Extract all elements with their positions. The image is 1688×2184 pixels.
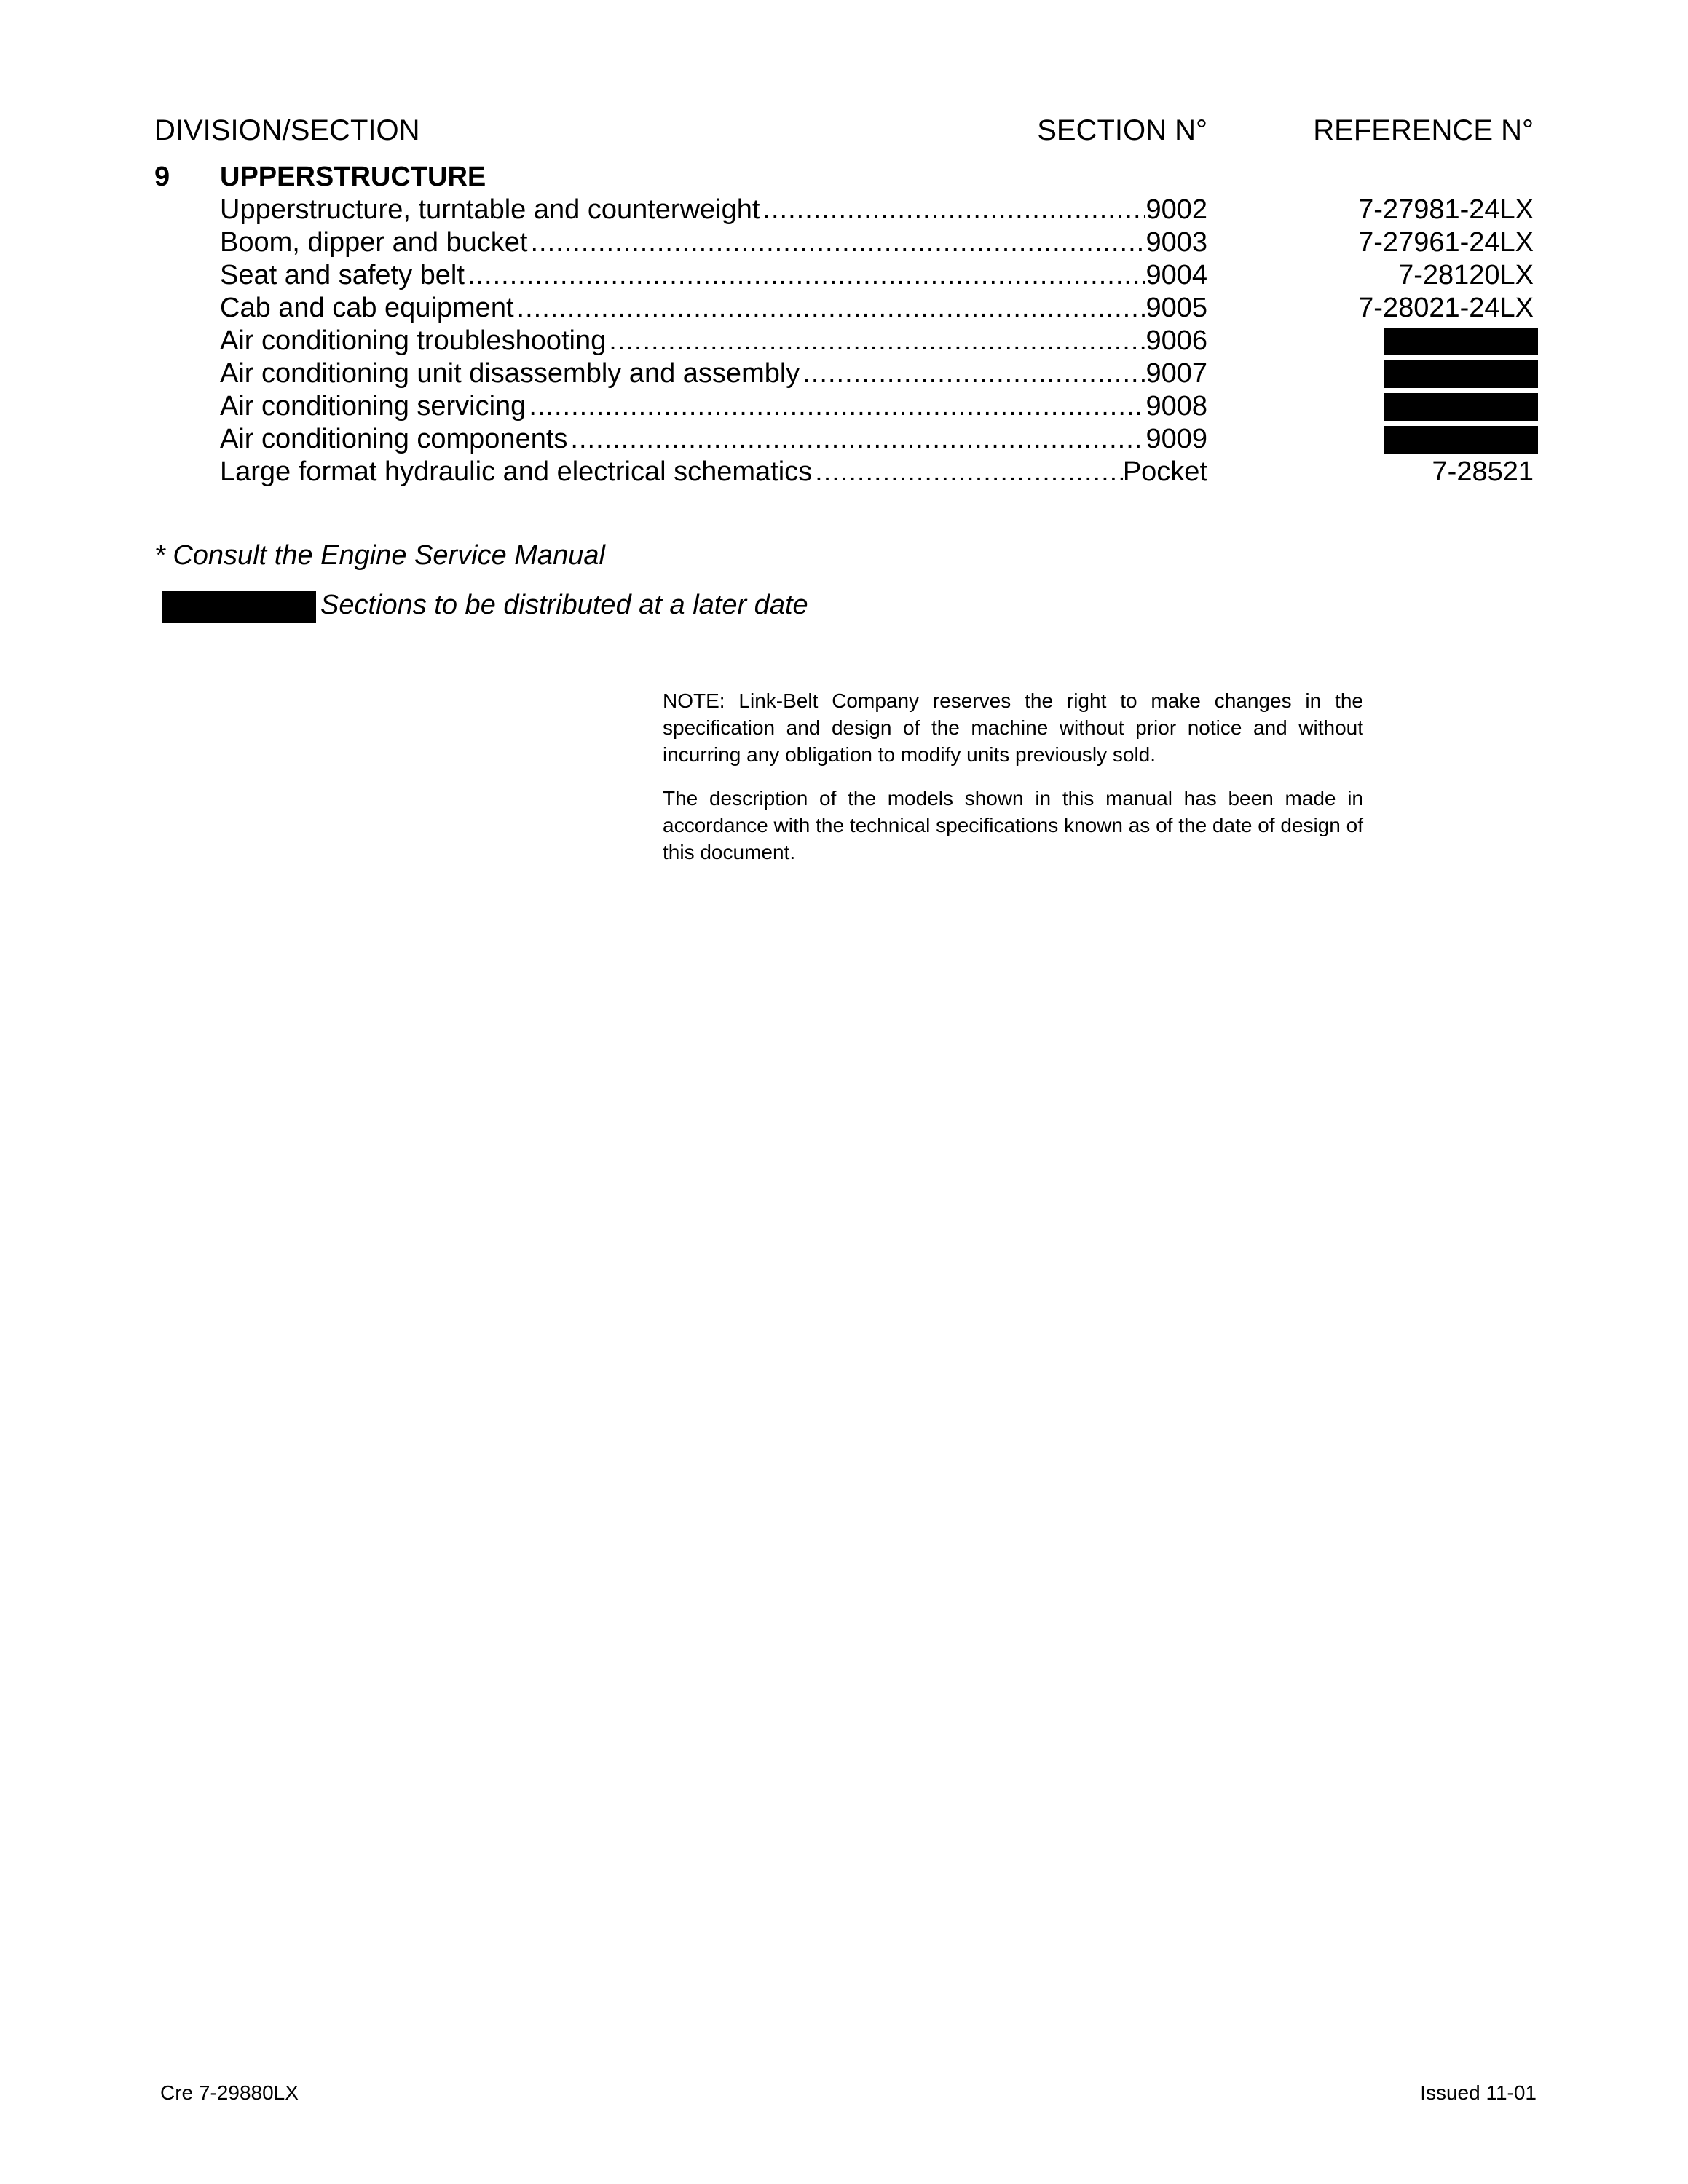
reference-number: 7-27961-24LX bbox=[1358, 227, 1534, 258]
division-number: 9 bbox=[154, 162, 170, 192]
section-number: 9008 bbox=[1145, 391, 1207, 422]
toc-entry bbox=[220, 325, 1207, 357]
reference-number-header: REFERENCE N° bbox=[1313, 114, 1534, 146]
section-title: Cab and cab equipment bbox=[220, 293, 514, 323]
section-number: 9009 bbox=[1145, 424, 1207, 454]
toc-row bbox=[220, 259, 1534, 292]
section-title: Boom, dipper and bucket bbox=[220, 227, 528, 258]
note-paragraph-description: The description of the models shown in this manual has been made in accordance with the technical specifications known as of the date of design of this document. bbox=[663, 787, 1363, 863]
dot-leader bbox=[529, 390, 1145, 423]
section-title: Large format hydraulic and electrical schematics bbox=[220, 456, 813, 487]
redaction-legend-box bbox=[162, 591, 316, 623]
toc-row bbox=[220, 390, 1534, 423]
section-title: Upperstructure, turntable and counterweight bbox=[220, 194, 760, 225]
section-number: 9005 bbox=[1145, 293, 1207, 323]
dot-leader bbox=[802, 357, 1145, 390]
redacted-reference-box bbox=[1384, 426, 1538, 454]
toc-row bbox=[220, 226, 1534, 259]
dot-leader bbox=[517, 292, 1146, 325]
footer-issue-date: Issued 11-01 bbox=[1420, 2081, 1537, 2104]
dot-leader bbox=[570, 423, 1145, 456]
toc-row bbox=[220, 325, 1534, 357]
reference-number: 7-28521 bbox=[1432, 456, 1534, 487]
redacted-reference-box bbox=[1384, 393, 1538, 421]
dot-leader bbox=[468, 259, 1146, 292]
redacted-reference-box bbox=[1384, 360, 1538, 388]
dot-leader bbox=[531, 226, 1146, 259]
dot-leader bbox=[815, 456, 1123, 488]
toc-entry bbox=[220, 357, 1207, 390]
section-title: Air conditioning unit disassembly and assembly bbox=[220, 358, 800, 389]
toc-row bbox=[220, 194, 1534, 226]
section-title: Air conditioning troubleshooting bbox=[220, 325, 607, 356]
toc-entry bbox=[220, 390, 1207, 423]
redaction-legend-text: Sections to be distributed at a later date bbox=[320, 590, 808, 620]
engine-manual-footnote: * Consult the Engine Service Manual bbox=[154, 540, 605, 571]
section-number: Pocket bbox=[1122, 456, 1207, 487]
redacted-reference-box bbox=[1384, 328, 1538, 355]
reference-number: 7-27981-24LX bbox=[1358, 194, 1534, 225]
section-title: Air conditioning servicing bbox=[220, 391, 526, 422]
section-number-header: SECTION N° bbox=[1037, 114, 1207, 146]
section-title: Air conditioning components bbox=[220, 424, 568, 454]
section-number: 9006 bbox=[1145, 325, 1207, 356]
note-paragraph-changes: NOTE: Link-Belt Company reserves the right to make changes in the specification and design of the machine without prior notice and without incurring any obligation to modify units previously sold. bbox=[663, 689, 1363, 766]
dot-leader bbox=[609, 325, 1145, 357]
toc-row bbox=[220, 456, 1534, 488]
section-number: 9004 bbox=[1145, 260, 1207, 290]
section-title: Seat and safety belt bbox=[220, 260, 465, 290]
toc-entry bbox=[220, 292, 1207, 325]
reference-number: 7-28120LX bbox=[1398, 260, 1534, 290]
toc-row bbox=[220, 357, 1534, 390]
toc-row bbox=[220, 423, 1534, 456]
section-number: 9002 bbox=[1145, 194, 1207, 225]
section-number: 9003 bbox=[1145, 227, 1207, 258]
toc-row bbox=[220, 292, 1534, 325]
reference-number: 7-28021-24LX bbox=[1358, 293, 1534, 323]
division-title: UPPERSTRUCTURE bbox=[220, 162, 486, 192]
division-section-header: DIVISION/SECTION bbox=[154, 114, 420, 146]
toc-entry bbox=[220, 226, 1207, 259]
dot-leader bbox=[762, 194, 1145, 226]
section-number: 9007 bbox=[1145, 358, 1207, 389]
toc-entry bbox=[220, 194, 1207, 226]
toc-entry bbox=[220, 423, 1207, 456]
toc-entry bbox=[220, 259, 1207, 292]
toc-entry bbox=[220, 456, 1207, 488]
footer-document-number: Cre 7-29880LX bbox=[160, 2081, 299, 2104]
section-list bbox=[220, 194, 1534, 488]
